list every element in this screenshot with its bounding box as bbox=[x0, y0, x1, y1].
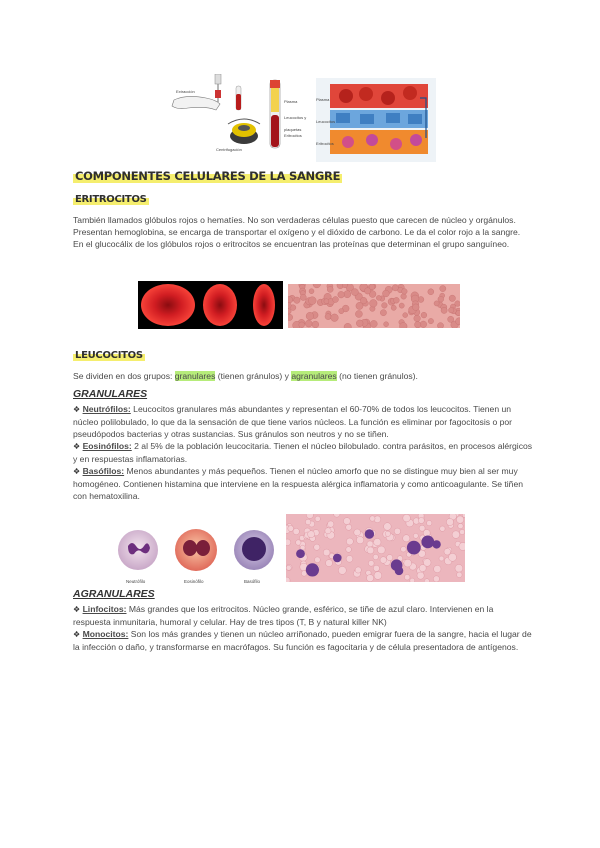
monocitos-text: Son los más grandes y tienen un núcleo arriñonado, pueden emigrar fuera de la sangre, hacia el lugar de la infección o daño, y transformarse en macrófagos. Su función es fagocitaria y de célula presentadora de antígenos. bbox=[73, 629, 532, 652]
smear-cell bbox=[440, 286, 446, 292]
smear-cell bbox=[399, 303, 404, 308]
smear-cell bbox=[420, 321, 427, 328]
smear-cell bbox=[305, 519, 311, 525]
smear-cell bbox=[449, 553, 457, 561]
smear-cell bbox=[326, 560, 333, 567]
smear-cell bbox=[403, 313, 408, 318]
smear-cell bbox=[402, 289, 408, 295]
caption-basofilo: Basófilo bbox=[244, 579, 261, 584]
smear-cell bbox=[434, 565, 441, 572]
smear-cell bbox=[325, 528, 331, 534]
smear-cell bbox=[437, 323, 443, 328]
smear-cell bbox=[346, 555, 353, 562]
smear-cell bbox=[315, 516, 320, 521]
smear-cell bbox=[438, 296, 444, 302]
smear-cell bbox=[338, 566, 346, 574]
neutrofilos-item bbox=[73, 403, 533, 440]
smear-cell bbox=[370, 300, 378, 308]
smear-cell bbox=[401, 294, 407, 300]
linfocitos-item bbox=[73, 603, 533, 628]
smear-cell bbox=[370, 516, 375, 521]
smear-cell bbox=[459, 543, 465, 551]
smear-cell bbox=[327, 286, 333, 292]
diamond-bullet-icon: ❖ bbox=[73, 630, 81, 639]
eosinofilos-item bbox=[73, 440, 533, 465]
smear-cell bbox=[288, 309, 291, 314]
smear-cell bbox=[448, 316, 454, 322]
smear-cell bbox=[417, 572, 424, 579]
smear-cell bbox=[457, 572, 463, 578]
leucocitos-intro bbox=[73, 370, 533, 382]
smear-cell bbox=[455, 564, 463, 572]
leucocitos-intro-prefix: Se dividen en dos grupos: bbox=[73, 371, 175, 381]
smear-cell bbox=[384, 523, 392, 531]
smear-cell bbox=[439, 556, 444, 561]
layers-label-eritrocitos: Eritrocitos bbox=[316, 141, 334, 146]
smear-cell bbox=[373, 554, 378, 559]
smear-cell bbox=[356, 320, 363, 327]
smear-cell bbox=[427, 520, 432, 525]
diamond-bullet-icon: ❖ bbox=[73, 442, 81, 451]
smear-cell bbox=[286, 577, 290, 582]
smear-cell bbox=[355, 567, 361, 573]
neutrofilos-term: Neutrófilos: bbox=[82, 404, 131, 414]
neutrofilos-text: Leucocitos granulares más abundantes y representan el 60-70% de todos los leucocitos. Tienen un núcleo polilobulado, lo que da la sensación de que tiene varios núcleos. La función es eliminar por fagocitosis o por pseudópodos bacterias y otras sustancias. Sus gránulos son neutros y no se tiñen. bbox=[73, 404, 513, 439]
eosinofilos-term: Eosinófilos: bbox=[82, 441, 132, 451]
smear-cell bbox=[308, 531, 315, 538]
smear-cell bbox=[355, 311, 362, 318]
smear-cell bbox=[370, 320, 377, 327]
smear-cell bbox=[415, 322, 421, 328]
smear-cell bbox=[460, 529, 465, 534]
smear-cell bbox=[299, 322, 305, 328]
section-title: COMPONENTES CELULARES DE LA SANGRE bbox=[75, 169, 341, 183]
smear-cell bbox=[414, 315, 421, 322]
figure-label-extraccion: Extracción bbox=[176, 89, 195, 94]
smear-cell bbox=[338, 291, 345, 298]
stained-leukocyte bbox=[421, 536, 434, 549]
basofilos-term: Basófilos: bbox=[82, 466, 125, 476]
granulares-heading: GRANULARES bbox=[73, 388, 148, 400]
granulocytes-smear-image bbox=[286, 514, 465, 582]
smear-cell bbox=[351, 289, 358, 296]
granulocytes-illustration bbox=[112, 524, 282, 584]
smear-cell bbox=[315, 557, 321, 563]
stained-leukocyte bbox=[391, 559, 403, 571]
smear-cell bbox=[387, 555, 393, 561]
smear-cell bbox=[324, 299, 329, 304]
stained-leukocyte bbox=[407, 541, 421, 555]
smear-cell bbox=[368, 560, 374, 566]
smear-cell bbox=[364, 288, 370, 294]
blood-smear-erythrocytes-image bbox=[288, 284, 460, 328]
smear-cell bbox=[428, 289, 434, 295]
smear-cell bbox=[323, 549, 330, 556]
leucocitos-heading: LEUCOCITOS bbox=[75, 350, 143, 361]
smear-cell bbox=[391, 305, 396, 310]
smear-cell bbox=[458, 523, 463, 528]
diamond-bullet-icon: ❖ bbox=[73, 405, 81, 414]
caption-neutrofilo: Neutrófilo bbox=[126, 579, 146, 584]
smear-cell bbox=[440, 526, 445, 531]
smear-cell bbox=[403, 535, 410, 542]
smear-cell bbox=[373, 565, 379, 571]
smear-cell bbox=[428, 318, 433, 323]
smear-cell bbox=[346, 547, 352, 553]
smear-cell bbox=[424, 579, 429, 582]
smear-cell bbox=[449, 308, 454, 313]
diamond-bullet-icon: ❖ bbox=[73, 605, 81, 614]
figure-label-eritrocitos: Eritrocitos bbox=[284, 133, 302, 138]
smear-cell bbox=[308, 297, 316, 305]
smear-cell bbox=[441, 307, 447, 313]
smear-cell bbox=[313, 284, 321, 288]
eritrocitos-paragraph-2: En el glucocálix de los glóbulos rojos o eritrocitos se encuentran las proteínas que determinan el grupo sanguíneo. bbox=[73, 239, 510, 249]
smear-cell bbox=[288, 314, 293, 320]
smear-cell bbox=[306, 514, 313, 519]
linfocitos-term: Linfocitos: bbox=[82, 604, 127, 614]
monocitos-item bbox=[73, 628, 533, 653]
smear-cell bbox=[400, 323, 408, 329]
smear-cell bbox=[331, 314, 339, 322]
smear-cell bbox=[380, 557, 387, 564]
smear-cell bbox=[367, 541, 373, 547]
stained-leukocyte bbox=[333, 554, 342, 563]
smear-cell bbox=[421, 312, 427, 318]
eritrocitos-text bbox=[73, 214, 529, 250]
smear-cell bbox=[356, 536, 363, 543]
agranulares-heading: AGRANULARES bbox=[73, 588, 155, 600]
smear-cell bbox=[367, 575, 374, 582]
blood-layers-diagram bbox=[316, 78, 436, 162]
smear-cell bbox=[394, 528, 400, 534]
smear-cell bbox=[344, 323, 351, 328]
smear-cell bbox=[434, 301, 439, 306]
smear-cell bbox=[300, 294, 306, 300]
smear-cell bbox=[403, 514, 411, 522]
agranulares-list bbox=[73, 603, 533, 653]
smear-cell bbox=[384, 322, 389, 327]
smear-cell bbox=[410, 578, 415, 582]
smear-cell bbox=[296, 540, 301, 545]
smear-cell bbox=[382, 303, 388, 309]
smear-cell bbox=[309, 289, 314, 294]
smear-cell bbox=[312, 321, 319, 328]
smear-cell bbox=[288, 526, 294, 532]
eosinofilos-text: 2 al 5% de la población leucocitaria. Tienen el núcleo bilobulado. contra parásitos, en procesos alérgicos y en respuestas inflamatorias. bbox=[73, 441, 533, 464]
smear-cell bbox=[293, 528, 299, 534]
smear-cell bbox=[305, 320, 312, 327]
smear-cell bbox=[433, 576, 439, 582]
monocitos-term: Monocitos: bbox=[82, 629, 129, 639]
layers-label-plasma: Plasma bbox=[316, 97, 330, 102]
eritrocitos-heading: ERITROCITOS bbox=[75, 194, 147, 205]
smear-cell bbox=[452, 531, 460, 539]
smear-cell bbox=[306, 312, 314, 320]
granulares-highlight: granulares bbox=[174, 371, 216, 381]
smear-cell bbox=[413, 304, 420, 311]
linfocitos-text: Más grandes que los eritrocitos. Núcleo grande, esférico, se tiñe de azul claro. Intervienen en la respuesta inmunitaria, humoral y celular. Hay de tres tipos (T, B y natural killer NK) bbox=[73, 604, 494, 627]
caption-eosinofilo: Eosinófilo bbox=[184, 579, 204, 584]
smear-cell bbox=[374, 572, 382, 580]
smear-cell bbox=[413, 533, 418, 538]
leucocitos-intro-mid: (tienen gránulos) y bbox=[215, 371, 292, 381]
figure-label-centrifugacion: Centrifugación bbox=[216, 147, 242, 152]
layers-label-leucocitos: Leucocitos bbox=[316, 119, 336, 124]
basofilos-item bbox=[73, 465, 533, 502]
granulares-list bbox=[73, 403, 533, 502]
stained-leukocyte bbox=[306, 563, 319, 576]
smear-cell bbox=[333, 297, 339, 303]
leucocitos-intro-suffix: (no tienen gránulos). bbox=[336, 371, 418, 381]
smear-cell bbox=[449, 295, 455, 301]
smear-cell bbox=[456, 516, 463, 523]
erythrocyte-3d-image bbox=[138, 281, 283, 329]
smear-cell bbox=[286, 539, 291, 546]
smear-cell bbox=[346, 538, 353, 545]
stained-leukocyte bbox=[296, 549, 305, 558]
smear-cell bbox=[334, 514, 340, 517]
smear-cell bbox=[367, 547, 374, 554]
figure-label-plasma: Plasma bbox=[284, 99, 298, 104]
eritrocitos-paragraph-1: También llamados glóbulos rojos o hematíes. No son verdaderas células puesto que carecen de núcleo y orgánulos. Presentan hemoglobina, se encarga de transportar el oxígeno y el dióxido de carbono. Le da el color rojo a la sangre. bbox=[73, 215, 521, 237]
smear-cell bbox=[344, 291, 351, 298]
smear-cell bbox=[286, 565, 291, 570]
smear-cell bbox=[343, 518, 350, 525]
smear-cell bbox=[339, 309, 344, 314]
smear-cell bbox=[401, 546, 407, 552]
smear-cell bbox=[380, 310, 386, 316]
smear-cell bbox=[392, 285, 398, 291]
diamond-bullet-icon: ❖ bbox=[73, 467, 81, 476]
stained-leukocyte bbox=[365, 529, 374, 538]
smear-cell bbox=[342, 284, 347, 288]
basofilos-text: Menos abundantes y más pequeños. Tienen el núcleo amorfo que no se distingue muy bien al ser muy homogéneo. Contienen histamina que interviene en la respuesta alérgica inflamatoria y como anticoagulante. Se tiñen con hematoxilina. bbox=[73, 466, 524, 501]
blood-centrifugation-figure bbox=[166, 74, 314, 162]
smear-cell bbox=[418, 518, 424, 524]
smear-cell bbox=[383, 290, 390, 297]
smear-cell bbox=[294, 297, 300, 303]
smear-cell bbox=[385, 531, 390, 536]
smear-cell bbox=[444, 548, 451, 555]
smear-cell bbox=[354, 529, 361, 536]
agranulares-highlight: agranulares bbox=[291, 371, 337, 381]
figure-label-leucocitos-plaquetas: Leucocitos y plaquetas bbox=[284, 115, 307, 132]
smear-cell bbox=[356, 302, 363, 309]
smear-cell bbox=[404, 559, 412, 567]
smear-cell bbox=[374, 538, 381, 545]
smear-cell bbox=[376, 295, 381, 300]
smear-cell bbox=[394, 297, 400, 303]
smear-cell bbox=[377, 546, 385, 554]
smear-cell bbox=[314, 544, 320, 550]
smear-cell bbox=[419, 565, 426, 572]
smear-cell bbox=[328, 521, 334, 527]
smear-cell bbox=[325, 314, 331, 320]
smear-cell bbox=[446, 518, 453, 525]
smear-cell bbox=[404, 574, 410, 580]
smear-cell bbox=[346, 524, 352, 530]
